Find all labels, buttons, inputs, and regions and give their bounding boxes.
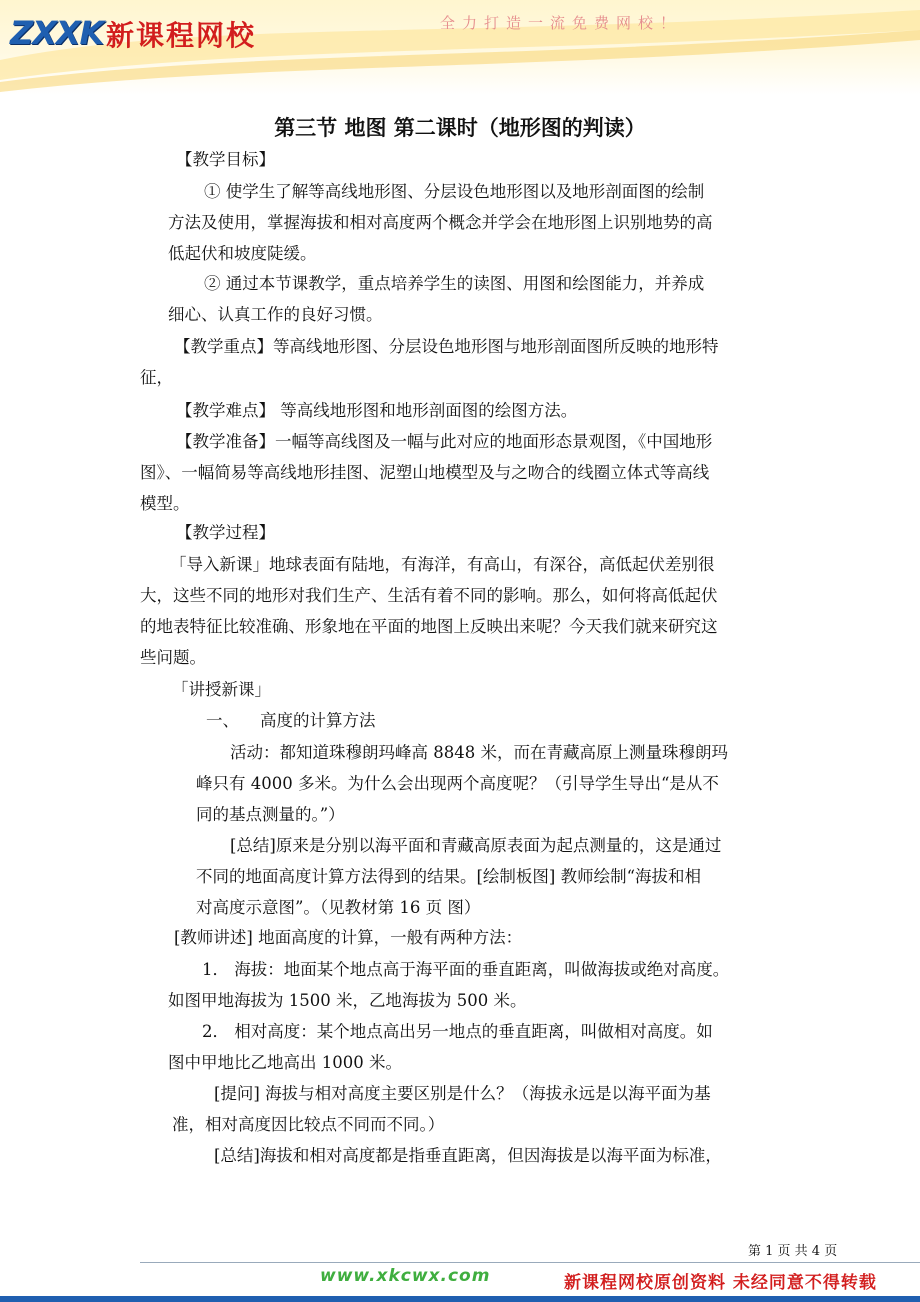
paragraph-line: ① 使学生了解等高线地形图、分层设色地形图以及地形剖面图的绘制: [204, 182, 705, 201]
footer-divider: [140, 1262, 920, 1263]
paragraph-line: 对高度示意图”。（见教材第 16 页 图）: [196, 898, 481, 917]
paragraph-line: ② 通过本节课教学，重点培养学生的读图、用图和绘图能力，并养成: [204, 274, 705, 293]
copyright-notice: 新课程网校原创资料 未经同意不得转载: [564, 1273, 877, 1293]
paragraph-line: 【教学目标】: [176, 150, 275, 169]
paragraph-line: 准，相对高度因比较点不同而不同。）: [172, 1115, 445, 1134]
section-heading: 一、 高度的计算方法: [206, 711, 376, 730]
paragraph-line: 峰只有 4000 多米。为什么会出现两个高度呢？（引导学生导出“是从不: [196, 774, 719, 793]
paragraph-line: 图中甲地比乙地高出 1000 米。: [168, 1053, 402, 1072]
paragraph-line: [总结]海拔和相对高度都是指垂直距离，但因海拔是以海平面为标准，: [214, 1146, 722, 1165]
paragraph-line: [总结]原来是分别以海平面和青藏高原表面为起点测量的，这是通过: [230, 836, 722, 855]
paragraph-line: 「导入新课」地球表面有陆地，有海洋，有高山，有深谷，高低起伏差别很: [170, 555, 715, 574]
logo-text: 新课程网校: [106, 19, 257, 52]
header-slogan: 全力打造一流免费网校！: [440, 14, 683, 32]
paragraph-line: 同的基点测量的。”）: [196, 805, 345, 824]
paragraph-line: 【教学准备】一幅等高线图及一幅与此对应的地面形态景观图，《中国地形: [176, 432, 713, 451]
paragraph-line: 【教学过程】: [176, 523, 275, 542]
paragraph-line: 【教学难点】 等高线地形图和地形剖面图的绘图方法。: [176, 401, 578, 420]
paragraph-line: 模型。: [140, 494, 190, 513]
paragraph-line: 「讲授新课」: [172, 680, 271, 699]
paragraph-line: 活动：都知道珠穆朗玛峰高 8848 米，而在青藏高原上测量珠穆朗玛: [230, 743, 728, 762]
footer-url[interactable]: www.xkcwx.com: [320, 1266, 491, 1286]
paragraph-line: 征，: [140, 368, 173, 387]
paragraph-line: [提问] 海拔与相对高度主要区别是什么？（海拔永远是以海平面为基: [214, 1084, 711, 1103]
page-header: [0, 0, 920, 95]
page-number: 第 1 页 共 4 页: [748, 1244, 838, 1259]
paragraph-line: 低起伏和坡度陡缓。: [168, 244, 317, 263]
paragraph-line: 图》、一幅简易等高线地形挂图、泥塑山地模型及与之吻合的线圈立体式等高线: [140, 463, 710, 482]
paragraph-line: [教师讲述] 地面高度的计算，一般有两种方法：: [174, 928, 523, 947]
paragraph-line: 细心、认真工作的良好习惯。: [168, 305, 383, 324]
paragraph-line: 大，这些不同的地形对我们生产、生活有着不同的影响。那么，如何将高低起伏: [140, 586, 718, 605]
paragraph-line: 的地表特征比较准确、形象地在平面的地图上反映出来呢？今天我们就来研究这: [140, 617, 718, 636]
paragraph-line: 方法及使用，掌握海拔和相对高度两个概念并学会在地形图上识别地势的高: [168, 213, 713, 232]
paragraph-line: 不同的地面高度计算方法得到的结果。[绘制板图] 教师绘制“海拔和相: [196, 867, 702, 886]
paragraph-line: 1． 海拔：地面某个地点高于海平面的垂直距离，叫做海拔或绝对高度。: [202, 960, 730, 979]
logo-mark: ZXXK: [10, 14, 104, 52]
paragraph-line: 些问题。: [140, 648, 206, 667]
paragraph-line: 2． 相对高度：某个地点高出另一地点的垂直距离，叫做相对高度。如: [202, 1022, 713, 1041]
footer-bar: [0, 1296, 920, 1302]
paragraph-line: 如图甲地海拔为 1500 米，乙地海拔为 500 米。: [168, 991, 527, 1010]
page-title: 第三节 地图 第二课时（地形图的判读）: [274, 116, 646, 140]
paragraph-line: 【教学重点】等高线地形图、分层设色地形图与地形剖面图所反映的地形特: [174, 337, 719, 356]
